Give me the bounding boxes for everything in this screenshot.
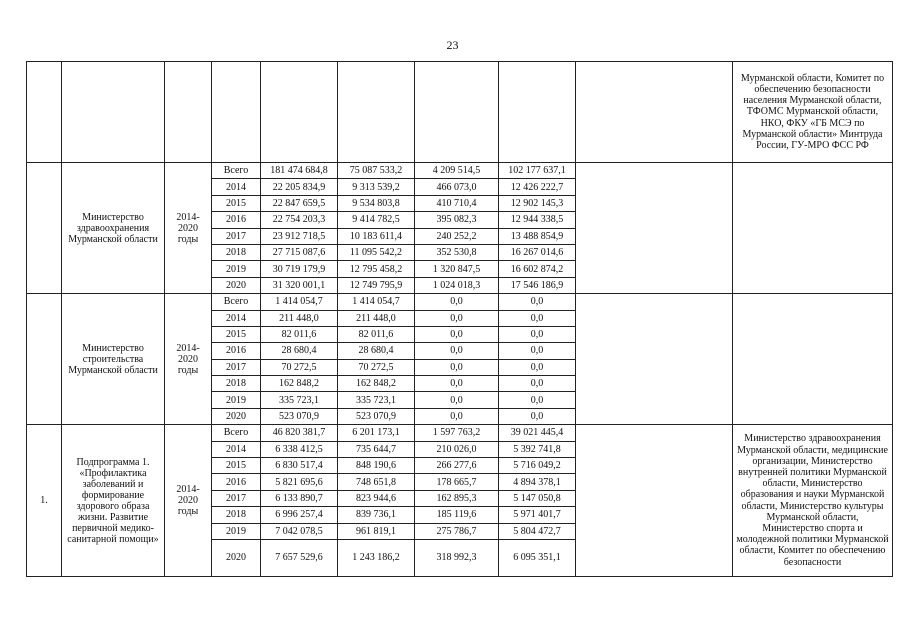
period: 2014-2020 годы [165, 163, 212, 294]
federal-cell: 410 710,4 [415, 195, 499, 211]
year-cell: 2015 [212, 326, 261, 342]
regional-cell: 823 944,6 [338, 490, 415, 506]
regional-cell: 735 644,7 [338, 441, 415, 457]
other-cell: 12 426 222,7 [499, 179, 576, 195]
year-cell: 2019 [212, 392, 261, 408]
total-cell: 7 042 078,5 [261, 523, 338, 539]
other-cell: 6 095 351,1 [499, 539, 576, 576]
regional-cell: 9 313 539,2 [338, 179, 415, 195]
regional-cell: 12 749 795,9 [338, 277, 415, 293]
total-cell: 82 011,6 [261, 326, 338, 342]
regional-cell: 162 848,2 [338, 376, 415, 392]
total-cell: 7 657 529,6 [261, 539, 338, 576]
other-cell: 39 021 445,4 [499, 425, 576, 441]
other-cell: 4 894 378,1 [499, 474, 576, 490]
other-cell: 5 716 049,2 [499, 458, 576, 474]
total-cell: 30 719 179,9 [261, 261, 338, 277]
other-cell: 0,0 [499, 326, 576, 342]
executors-cell: Министерство здравоохранения Мурманской области, медицинские организации, Министерство внутренней политики Мурманской области, Министерство образования и науки Мурманской области, Министерство культуры Мурманской области, Министерство спорта и молодежной политики Мурманской области, Комитет по обеспечению безопасности [733, 425, 893, 577]
total-cell: 23 912 718,5 [261, 228, 338, 244]
other-cell: 5 147 050,8 [499, 490, 576, 506]
federal-cell: 240 252,2 [415, 228, 499, 244]
continuation-row [27, 62, 893, 163]
executors-cell [733, 163, 893, 294]
regional-cell: 848 190,6 [338, 458, 415, 474]
regional-cell: 9 534 803,8 [338, 195, 415, 211]
total-cell: 181 474 684,8 [261, 163, 338, 179]
federal-cell: 185 119,6 [415, 507, 499, 523]
federal-cell: 0,0 [415, 310, 499, 326]
federal-cell: 352 530,8 [415, 244, 499, 260]
program-name: Министерство здравоохранения Мурманской области [62, 163, 165, 294]
total-cell: 211 448,0 [261, 310, 338, 326]
federal-cell: 1 024 018,3 [415, 277, 499, 293]
year-cell: 2017 [212, 228, 261, 244]
year-cell: 2016 [212, 474, 261, 490]
other-cell: 0,0 [499, 408, 576, 424]
regional-cell: 748 651,8 [338, 474, 415, 490]
total-cell: 6 830 517,4 [261, 458, 338, 474]
federal-cell: 210 026,0 [415, 441, 499, 457]
period: 2014-2020 годы [165, 294, 212, 425]
other-cell: 0,0 [499, 294, 576, 310]
regional-cell: 961 819,1 [338, 523, 415, 539]
program-name: Министерство строительства Мурманской области [62, 294, 165, 425]
total-cell: 28 680,4 [261, 343, 338, 359]
executors-cell [733, 294, 893, 425]
year-cell: 2014 [212, 441, 261, 457]
other-cell: 102 177 637,1 [499, 163, 576, 179]
federal-cell: 275 786,7 [415, 523, 499, 539]
year-cell: 2020 [212, 408, 261, 424]
indicator-cell [576, 425, 733, 577]
other-cell: 17 546 186,9 [499, 277, 576, 293]
other-cell: 16 267 014,6 [499, 244, 576, 260]
regional-cell: 523 070,9 [338, 408, 415, 424]
other-cell: 0,0 [499, 359, 576, 375]
year-cell: 2020 [212, 277, 261, 293]
executors-cell: Мурманской области, Комитет по обеспечению безопасности населения Мурманской области, ТФОМС Мурманской области, НКО, ФКУ «ГБ МСЭ по Мурманской области» Минтруда России, ГУ-МРО ФСС РФ [733, 62, 893, 163]
federal-cell: 0,0 [415, 343, 499, 359]
indicator-cell [576, 294, 733, 425]
federal-cell: 4 209 514,5 [415, 163, 499, 179]
page-number: 23 [446, 38, 459, 52]
other-cell: 5 971 401,7 [499, 507, 576, 523]
total-cell: 31 320 001,1 [261, 277, 338, 293]
year-cell: 2014 [212, 310, 261, 326]
regional-cell: 70 272,5 [338, 359, 415, 375]
federal-cell: 0,0 [415, 359, 499, 375]
other-cell: 5 804 472,7 [499, 523, 576, 539]
other-cell: 12 902 145,3 [499, 195, 576, 211]
total-cell: 6 133 890,7 [261, 490, 338, 506]
other-cell: 0,0 [499, 392, 576, 408]
other-cell: 12 944 338,5 [499, 212, 576, 228]
year-cell: 2018 [212, 376, 261, 392]
table-row [27, 294, 893, 310]
regional-cell: 82 011,6 [338, 326, 415, 342]
total-cell: 335 723,1 [261, 392, 338, 408]
regional-cell: 9 414 782,5 [338, 212, 415, 228]
year-cell: Всего [212, 294, 261, 310]
row-number [27, 163, 62, 294]
total-cell: 6 338 412,5 [261, 441, 338, 457]
total-cell: 1 414 054,7 [261, 294, 338, 310]
table-row [27, 163, 893, 179]
federal-cell: 1 320 847,5 [415, 261, 499, 277]
other-cell: 0,0 [499, 376, 576, 392]
regional-cell: 10 183 611,4 [338, 228, 415, 244]
regional-cell: 1 243 186,2 [338, 539, 415, 576]
year-cell: 2015 [212, 458, 261, 474]
federal-cell: 1 597 763,2 [415, 425, 499, 441]
regional-cell: 1 414 054,7 [338, 294, 415, 310]
regional-cell: 28 680,4 [338, 343, 415, 359]
regional-cell: 839 736,1 [338, 507, 415, 523]
year-cell: 2017 [212, 490, 261, 506]
year-cell: 2016 [212, 212, 261, 228]
program-name: Подпрограмма 1. «Профилактика заболеваний и формирование здорового образа жизни. Развитие первичной медико-санитарной помощи» [62, 425, 165, 577]
other-cell: 0,0 [499, 310, 576, 326]
year-cell: Всего [212, 163, 261, 179]
total-cell: 22 847 659,5 [261, 195, 338, 211]
regional-cell: 75 087 533,2 [338, 163, 415, 179]
period: 2014-2020 годы [165, 425, 212, 577]
regional-cell: 211 448,0 [338, 310, 415, 326]
other-cell: 5 392 741,8 [499, 441, 576, 457]
year-cell: 2016 [212, 343, 261, 359]
total-cell: 162 848,2 [261, 376, 338, 392]
total-cell: 5 821 695,6 [261, 474, 338, 490]
year-cell: 2018 [212, 507, 261, 523]
federal-cell: 266 277,6 [415, 458, 499, 474]
year-cell: 2020 [212, 539, 261, 576]
federal-cell: 178 665,7 [415, 474, 499, 490]
year-cell: 2019 [212, 261, 261, 277]
year-cell: 2019 [212, 523, 261, 539]
year-cell: 2017 [212, 359, 261, 375]
total-cell: 27 715 087,6 [261, 244, 338, 260]
other-cell: 13 488 854,9 [499, 228, 576, 244]
other-cell: 0,0 [499, 343, 576, 359]
year-cell: 2015 [212, 195, 261, 211]
regional-cell: 12 795 458,2 [338, 261, 415, 277]
regional-cell: 6 201 173,1 [338, 425, 415, 441]
regional-cell: 11 095 542,2 [338, 244, 415, 260]
federal-cell: 318 992,3 [415, 539, 499, 576]
total-cell: 46 820 381,7 [261, 425, 338, 441]
row-number: 1. [27, 425, 62, 577]
total-cell: 70 272,5 [261, 359, 338, 375]
indicator-cell [576, 163, 733, 294]
federal-cell: 466 073,0 [415, 179, 499, 195]
federal-cell: 0,0 [415, 376, 499, 392]
federal-cell: 0,0 [415, 408, 499, 424]
total-cell: 6 996 257,4 [261, 507, 338, 523]
federal-cell: 0,0 [415, 392, 499, 408]
financing-table [26, 61, 893, 577]
year-cell: Всего [212, 425, 261, 441]
year-cell: 2018 [212, 244, 261, 260]
row-number [27, 294, 62, 425]
regional-cell: 335 723,1 [338, 392, 415, 408]
federal-cell: 0,0 [415, 294, 499, 310]
table-row [27, 425, 893, 441]
total-cell: 22 754 203,3 [261, 212, 338, 228]
other-cell: 16 602 874,2 [499, 261, 576, 277]
year-cell: 2014 [212, 179, 261, 195]
total-cell: 22 205 834,9 [261, 179, 338, 195]
federal-cell: 162 895,3 [415, 490, 499, 506]
federal-cell: 0,0 [415, 326, 499, 342]
federal-cell: 395 082,3 [415, 212, 499, 228]
total-cell: 523 070,9 [261, 408, 338, 424]
